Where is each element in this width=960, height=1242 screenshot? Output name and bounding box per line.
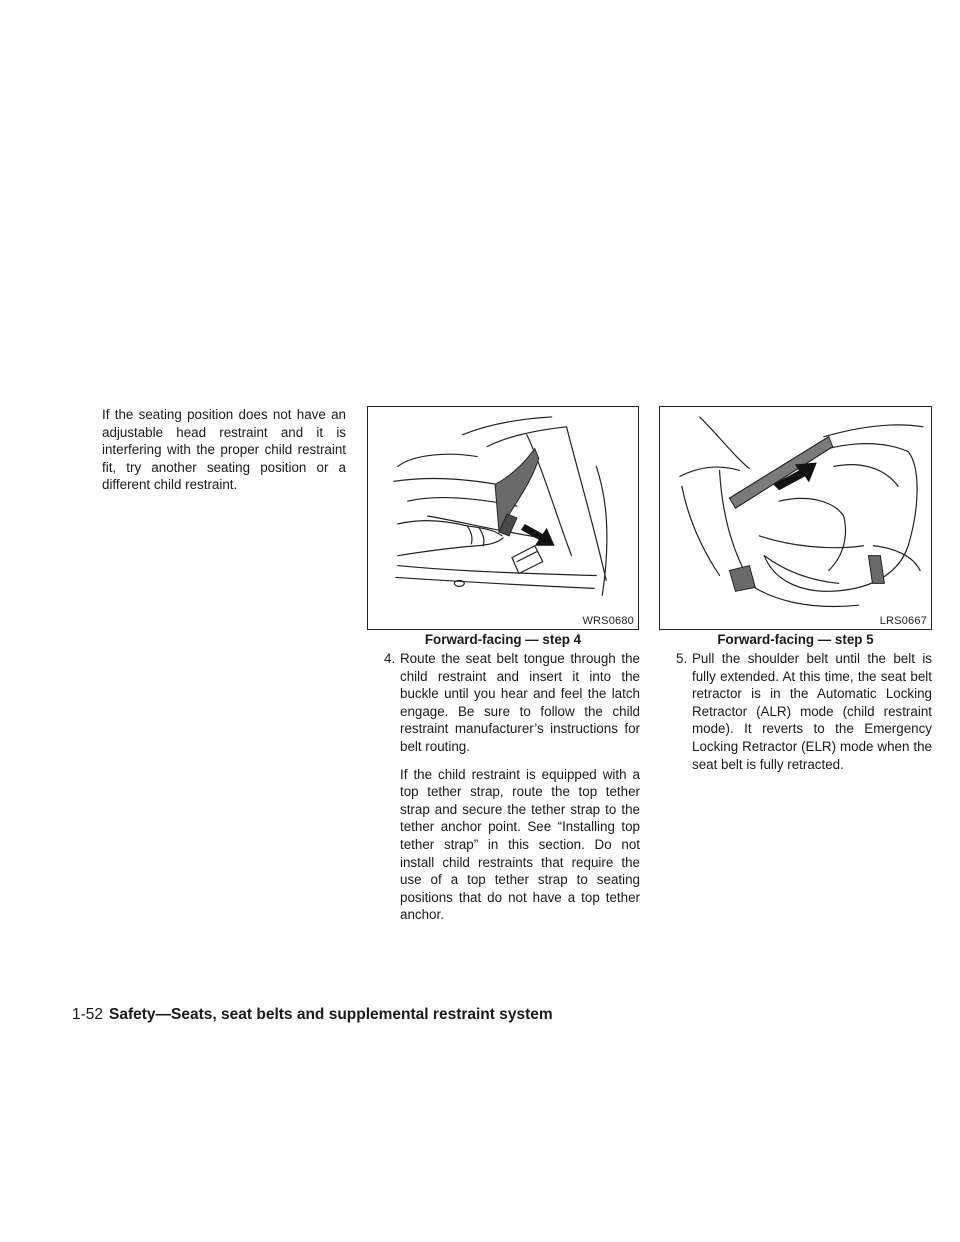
step-note: If the child restraint is equipped with a top tether strap, route the top tether strap and secure the tether strap to the tether anchor point. See “Installing top tether strap” in this section. Do not install child restraints that require the use of a top tether strap to seating positions that do not have a top tether anchor. [400, 766, 640, 923]
figure-code: LRS0667 [877, 615, 927, 627]
figure-caption: Forward-facing — step 4 [424, 632, 582, 647]
figure-step-4 [367, 406, 639, 630]
page-footer [72, 1006, 553, 1024]
seat-belt-buckle-illustration [368, 407, 638, 629]
figure-code: WRS0680 [579, 615, 634, 627]
section-title: Safety—Seats, seat belts and supplemental restraint system [109, 1006, 553, 1023]
intro-paragraph: If the seating position does not have an adjustable head restraint and it is interfering with the proper child restraint fit, try another seating position or a different child restraint. [102, 407, 346, 493]
step-5 [676, 650, 932, 773]
figure-step-5 [659, 406, 932, 630]
figure-caption: Forward-facing — step 5 [717, 632, 874, 647]
step-text: Pull the shoulder belt until the belt is fully extended. At this time, the seat belt retractor is in the Automatic Locking Retractor (ALR) mode (child restraint mode). It reverts to the Emergency Locking Retractor (ELR) mode when the seat belt is fully retracted. [692, 651, 932, 772]
shoulder-belt-pull-illustration [660, 407, 931, 629]
step-4 [384, 650, 640, 924]
step-text: Route the seat belt tongue through the child restraint and insert it into the buckle until you hear and feel the latch engage. Be sure to follow the child restraint manufacturer’s instructions for belt routing. [400, 651, 640, 754]
step-number: 5. [676, 651, 688, 666]
page-number: 1-52 [72, 1006, 104, 1023]
step-number: 4. [384, 651, 396, 666]
